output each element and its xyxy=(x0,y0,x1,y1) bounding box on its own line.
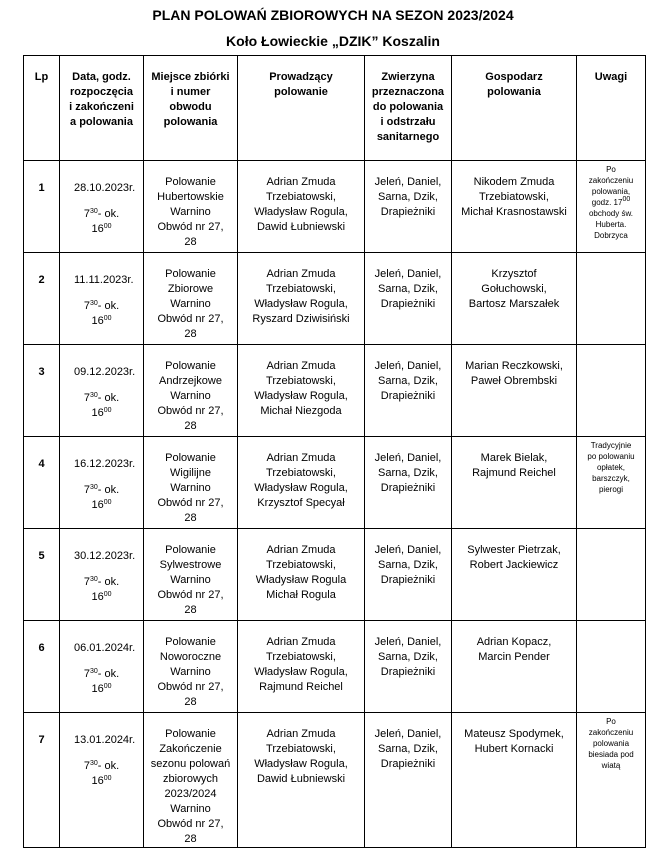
cell-notes xyxy=(577,345,646,437)
cell-date: 13.01.2024r. $7^{30}-$ ok. $16^{00}$ xyxy=(60,713,144,848)
hunt-time: $7^{30}-$ ok. $16^{00}$ xyxy=(83,576,120,603)
header-place: Miejsce zbiórki i numer obwodu polowania xyxy=(144,56,238,161)
cell-leader: Adrian Zmuda Trzebiatowski, Władysław Rogula, Dawid Łubniewski xyxy=(238,713,365,848)
cell-place: Polowanie Zbiorowe Warnino Obwód nr 27, 28 xyxy=(144,253,238,345)
header-notes: Uwagi xyxy=(577,56,646,161)
hunt-plan-table xyxy=(23,55,646,848)
cell-place: Polowanie Sylwestrowe Warnino Obwód nr 27, 28 xyxy=(144,529,238,621)
cell-notes xyxy=(577,529,646,621)
cell-host: Sylwester Pietrzak, Robert Jackiewicz xyxy=(452,529,577,621)
cell-place: Polowanie Hubertowskie Warnino Obwód nr 27, 28 xyxy=(144,161,238,253)
cell-place: Polowanie Wigilijne Warnino Obwód nr 27, 28 xyxy=(144,437,238,529)
cell-date: 09.12.2023r. $7^{30}-$ ok. $16^{00}$ xyxy=(60,345,144,437)
cell-game: Jeleń, Daniel, Sarna, Dzik, Drapieżniki xyxy=(365,529,452,621)
cell-notes: Po zakończeniu polowania biesiada pod wiatą xyxy=(577,713,646,848)
cell-host: Mateusz Spodymek, Hubert Kornacki xyxy=(452,713,577,848)
cell-game: Jeleń, Daniel, Sarna, Dzik, Drapieżniki xyxy=(365,621,452,713)
cell-lp: 7 xyxy=(24,713,60,848)
page-title: PLAN POLOWAŃ ZBIOROWYCH NA SEZON 2023/2024 xyxy=(152,7,514,23)
cell-leader: Adrian Zmuda Trzebiatowski, Władysław Rogula, Ryszard Dziwisiński xyxy=(238,253,365,345)
cell-notes xyxy=(577,253,646,345)
cell-game: Jeleń, Daniel, Sarna, Dzik, Drapieżniki xyxy=(365,437,452,529)
cell-lp: 1 xyxy=(24,161,60,253)
table-row xyxy=(24,253,646,345)
cell-place: Polowanie Andrzejkowe Warnino Obwód nr 27, 28 xyxy=(144,345,238,437)
table-row xyxy=(24,161,646,253)
cell-leader: Adrian Zmuda Trzebiatowski, Władysław Rogula, Michał Niezgoda xyxy=(238,345,365,437)
cell-game: Jeleń, Daniel, Sarna, Dzik, Drapieżniki xyxy=(365,161,452,253)
cell-game: Jeleń, Daniel, Sarna, Dzik, Drapieżniki xyxy=(365,253,452,345)
cell-host: Krzysztof Gołuchowski, Bartosz Marszałek xyxy=(452,253,577,345)
cell-date: 28.10.2023r. $7^{30}-$ ok. $16^{00}$ xyxy=(60,161,144,253)
cell-host: Adrian Kopacz, Marcin Pender xyxy=(452,621,577,713)
table-row xyxy=(24,529,646,621)
cell-game: Jeleń, Daniel, Sarna, Dzik, Drapieżniki xyxy=(365,713,452,848)
cell-lp: 6 xyxy=(24,621,60,713)
cell-date: 30.12.2023r. $7^{30}-$ ok. $16^{00}$ xyxy=(60,529,144,621)
table-row xyxy=(24,437,646,529)
cell-date: 16.12.2023r. $7^{30}-$ ok. $16^{00}$ xyxy=(60,437,144,529)
cell-place: Polowanie Zakończenie sezonu polowań zbiorowych 2023/2024 Warnino Obwód nr 27, 28 xyxy=(144,713,238,848)
cell-host: Nikodem Zmuda Trzebiatowski, Michał Krasnostawski xyxy=(452,161,577,253)
table-row xyxy=(24,621,646,713)
cell-notes xyxy=(577,621,646,713)
cell-place: Polowanie Noworoczne Warnino Obwód nr 27, 28 xyxy=(144,621,238,713)
table-row xyxy=(24,713,646,848)
cell-lp: 5 xyxy=(24,529,60,621)
cell-leader: Adrian Zmuda Trzebiatowski, Władysław Rogula, Dawid Łubniewski xyxy=(238,161,365,253)
cell-lp: 2 xyxy=(24,253,60,345)
cell-leader: Adrian Zmuda Trzebiatowski, Władysław Rogula Michał Rogula xyxy=(238,529,365,621)
cell-date: 06.01.2024r. $7^{30}-$ ok. $16^{00}$ xyxy=(60,621,144,713)
cell-host: Marek Bielak, Rajmund Reichel xyxy=(452,437,577,529)
hunt-time: $7^{30}-$ ok. $16^{00}$ xyxy=(83,484,120,511)
header-game: Zwierzyna przeznaczona do polowania i odstrzału sanitarnego xyxy=(365,56,452,161)
cell-host: Marian Reczkowski, Paweł Obrembski xyxy=(452,345,577,437)
header-date: Data, godz. rozpoczęcia i zakończeni a polowania xyxy=(60,56,144,161)
page-subtitle: Koło Łowieckie „DZIK” Koszalin xyxy=(226,33,440,49)
header-lp: Lp xyxy=(24,56,60,161)
hunt-time: $7^{30}-$ ok. $16^{00}$ xyxy=(83,300,120,327)
cell-leader: Adrian Zmuda Trzebiatowski, Władysław Rogula, Krzysztof Specyał xyxy=(238,437,365,529)
cell-date: 11.11.2023r. $7^{30}-$ ok. $16^{00}$ xyxy=(60,253,144,345)
cell-notes: Tradycyjnie po polowaniu opłatek, barszczyk, pierogi xyxy=(577,437,646,529)
cell-game: Jeleń, Daniel, Sarna, Dzik, Drapieżniki xyxy=(365,345,452,437)
hunt-time: $7^{30}-$ ok. $16^{00}$ xyxy=(83,392,120,419)
cell-lp: 3 xyxy=(24,345,60,437)
hunt-time: $7^{30}-$ ok. $16^{00}$ xyxy=(83,208,120,235)
cell-lp: 4 xyxy=(24,437,60,529)
header-host: Gospodarz polowania xyxy=(452,56,577,161)
hunt-time: $7^{30}-$ ok. $16^{00}$ xyxy=(83,668,120,695)
cell-notes: Po zakończeniu polowania, godz. $17^{00}$ obchody św. Huberta. Dobrzyca xyxy=(577,161,646,253)
header-leader: Prowadzący polowanie xyxy=(238,56,365,161)
table-header-row xyxy=(24,56,646,161)
hunt-time: $7^{30}-$ ok. $16^{00}$ xyxy=(83,760,120,787)
table-row xyxy=(24,345,646,437)
cell-leader: Adrian Zmuda Trzebiatowski, Władysław Rogula, Rajmund Reichel xyxy=(238,621,365,713)
